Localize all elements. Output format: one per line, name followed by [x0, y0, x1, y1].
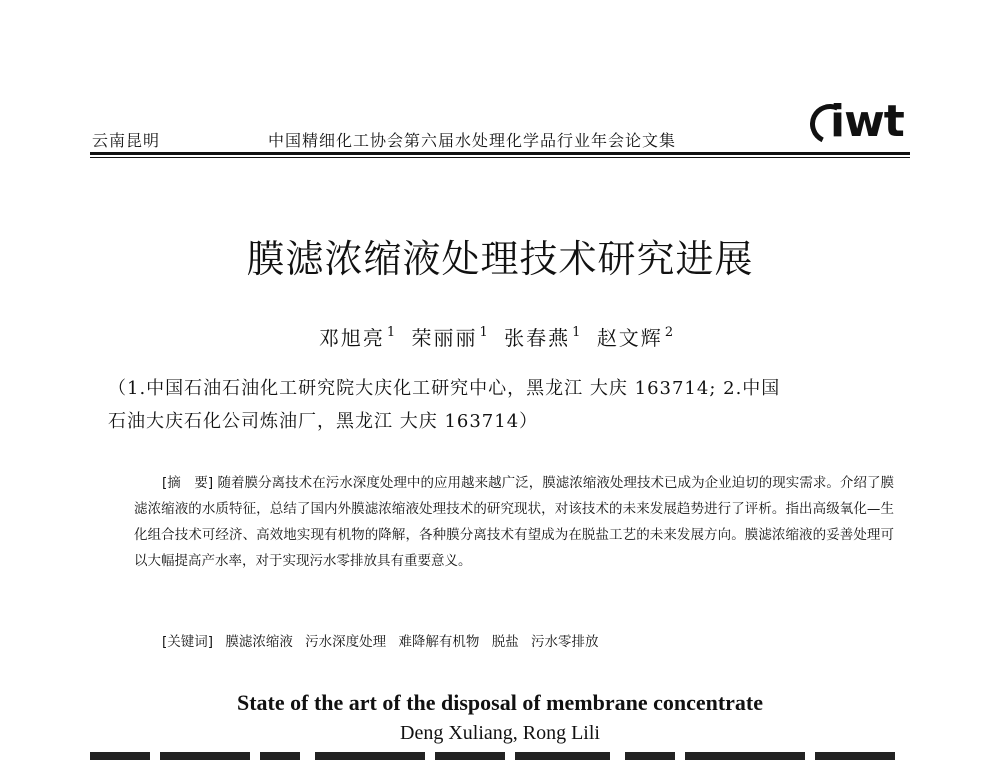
author-affil-mark: 2: [664, 325, 676, 340]
english-authors: Deng Xuliang, Rong Lili: [400, 722, 600, 744]
author-affil-mark: 1: [572, 325, 583, 340]
paper-title: 膜滤浓缩液处理技术研究进展: [246, 237, 754, 281]
abstract-label: [摘 要]: [162, 475, 214, 491]
author-affil-mark: 1: [386, 325, 398, 340]
affiliations: [108, 372, 928, 438]
header-proceedings: 中国精细化工协会第六届水处理化学品行业年会论文集: [268, 131, 677, 150]
affiliation-line-1: （1.中国石油石油化工研究院大庆化工研究中心，黑龙江 大庆 163714; 2.中国: [108, 378, 781, 399]
author-affil-mark: 1: [479, 325, 490, 340]
abstract-text: 随着膜分离技术在污水深度处理中的应用越来越广泛，膜滤浓缩液处理技术已成为企业迫切的现实需求。介绍了膜滤浓缩液的水质特征，总结了国内外膜滤浓缩液处理技术的研究现状，对该技术的未来发展趋势进行了评析。指出高级氧化—生化组合技术可经济、高效地实现有机物的降解，各种膜分离技术有望成为在脱盐工艺的未来发展方向。膜滤浓缩液的妥善处理可以大幅提高产水率，对于实现污水零排放具有重要意义。: [134, 475, 895, 569]
english-title: State of the art of the disposal of membrane concentrate: [236, 690, 764, 715]
keyword: 难降解有机物: [398, 634, 480, 650]
header-location: 云南昆明: [92, 131, 161, 150]
author-name: 邓旭亮: [318, 326, 385, 350]
keywords-label: [关键词]: [162, 634, 214, 650]
author-list: [0, 322, 1000, 351]
keyword: 污水零排放: [531, 634, 599, 650]
keyword: 膜滤浓缩液: [225, 634, 293, 650]
keywords: [162, 630, 902, 650]
header-rule-thin: [90, 157, 910, 158]
author-name: 赵文辉: [596, 326, 663, 350]
abstract: [134, 470, 894, 574]
cutoff-text-line: [90, 752, 910, 760]
author-name: 荣丽丽: [411, 326, 478, 350]
header-rule-thick: [90, 152, 910, 155]
keyword: 污水深度处理: [305, 634, 387, 650]
keyword: 脱盐: [491, 634, 519, 650]
logo-text: iwt: [830, 96, 904, 147]
affiliation-line-2: 石油大庆石化公司炼油厂，黑龙江 大庆 163714）: [108, 411, 539, 432]
author-name: 张春燕: [504, 326, 571, 350]
